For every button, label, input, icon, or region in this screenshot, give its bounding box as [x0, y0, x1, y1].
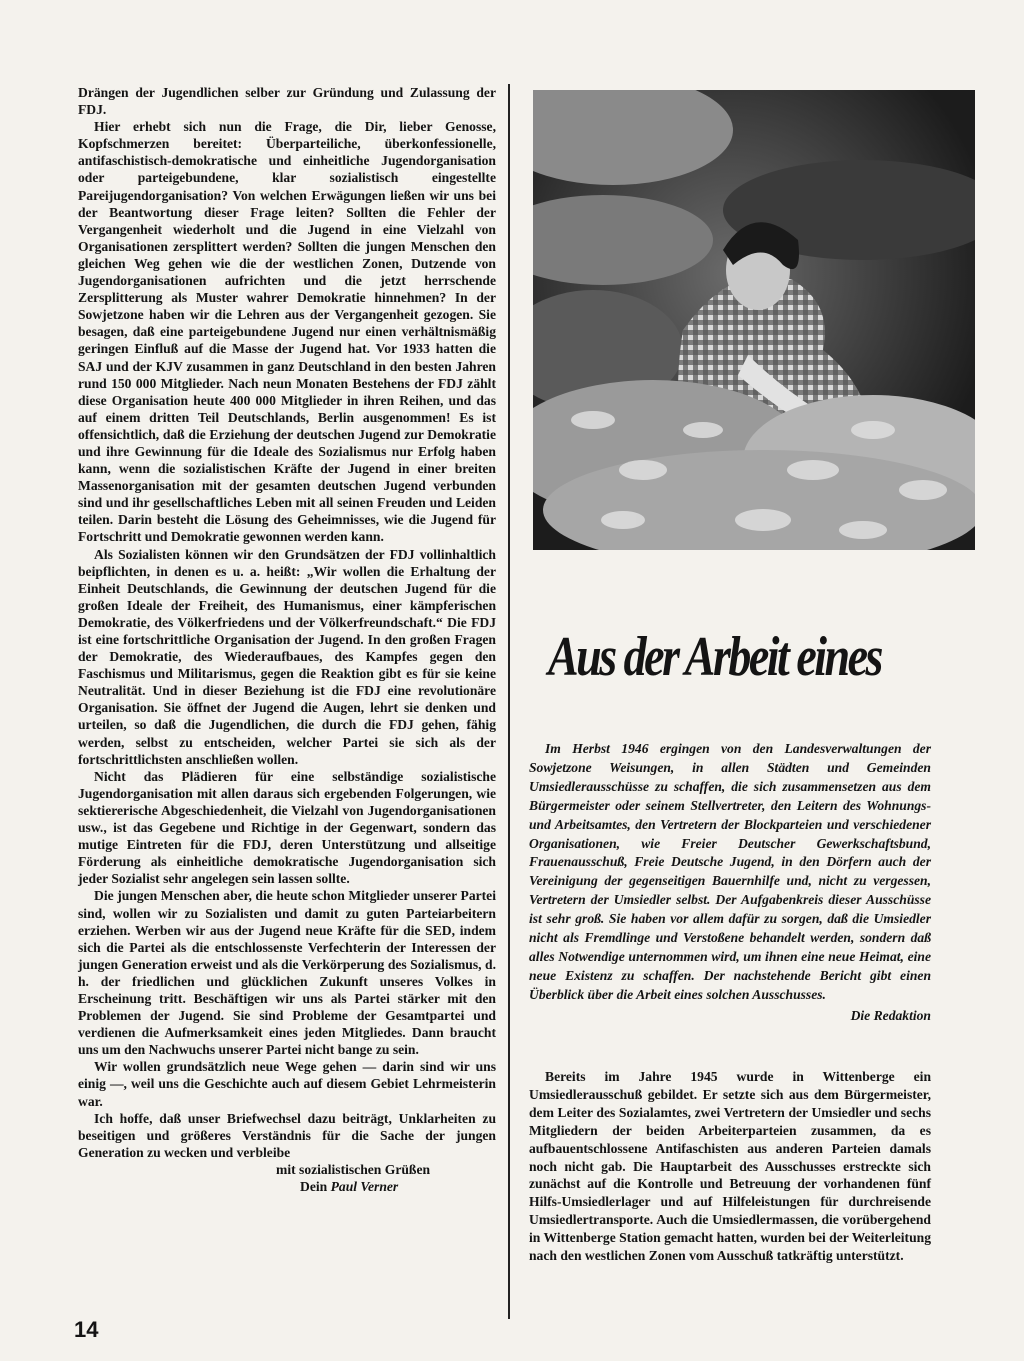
signature-prefix: Dein: [300, 1179, 328, 1194]
editorial-intro: [529, 740, 931, 1026]
paragraph: Die jungen Menschen aber, die heute schon Mitglieder unserer Partei sind, wollen wir zu Sozialisten und damit zu guten Parteiarbeitern erziehen. Werben wir aus der Jugend neue Kräfte für die SED, indem sich die Partei als die entschlossenste Verfechterin der Interessen der jungen Generation erweist und als die Verkörperung des Sozialismus, d. h. der friedlichen und glücklichen Zukunft unseres Volkes in Erscheinung tritt. Beschäftigen wir uns als Partei stärker mit den Problemen der Jugend. Sie sind Probleme der Gesamtpartei und verdienen die Aufmerksamkeit eines jeden Mitgliedes. Dann braucht uns um den Nachwuchs unserer Partei nicht bange zu sein.: [78, 888, 496, 1058]
paragraph: Drängen der Jugendlichen selber zur Gründung und Zulassung der FDJ.: [78, 85, 496, 118]
intro-credit: Die Redaktion: [850, 1007, 931, 1023]
column-divider: [508, 84, 510, 1319]
paragraph: Ich hoffe, daß unser Briefwechsel dazu beiträgt, Unklarheiten zu beseitigen und größeres Verständnis für die Sache der jungen Generation zu wecken und verbleibe: [78, 1110, 496, 1160]
paragraph: Als Sozialisten können wir den Grundsätzen der FDJ vollinhaltlich beipflichten, in denen es u. a. heißt: „Wir wollen die Erhaltung der Einheit Deutschlands, die Gewinnung der deutschen Jugend für die großen Ideale der Freiheit, des Humanismus, einer kämpferischen Demokratie, des Völkerfriedens und der Völkerfreundschaft.“ Die FDJ ist eine fortschrittliche Organisation der Jugend. In den großen Fragen der Demokratie, des Wiederaufbaues, des Kampfes gegen den Faschismus und Militarismus, gegen die Reaktion gibt es für sie keine Neutralität. Und in dieser Beziehung ist die FDJ eine revolutionäre Organisation. Sie öffnet der Jugend die Augen, lehrt sie denken und urteilen, so daß die Jugendlichen, die durch die FDJ gehen, fähig werden, selbst zu entscheiden, welcher Partei sie sich als der fortschrittlichsten anschließen wollen.: [78, 546, 496, 767]
report-paragraph: Bereits im Jahre 1945 wurde in Wittenberge ein Umsiedlerausschuß gebildet. Er setzte sich aus dem Bürgermeister, dem Leiter des Sozialamtes, zwei Vertretern der Umsiedler und sechs Mitgliedern der beiden Arbeiterparteien zusammen, da es aufbauentschlossene Antifaschisten aus anderen Parteien damals noch nicht gab. Die Hauptarbeit des Ausschusses erstreckte sich zunächst auf die Kontrolle und Betreuung der vorhandenen fünf Hilfs-Umsiedlerlager und auf Hilfeleistungen für durchreisende Umsiedlertransporte. Auch die Umsiedlermassen, die vorübergehend in Wittenberge Station gemacht hatten, wurden bei der Weiterleitung nach den westlichen Zonen vom Ausschuß tatkräftig unterstützt.: [529, 1069, 931, 1264]
letter-signature: [78, 1161, 496, 1195]
photo-woman-sorting: [533, 90, 975, 550]
left-column-article: [78, 84, 496, 1195]
signature-line: [78, 1178, 496, 1195]
paragraph: Wir wollen grundsätzlich neue Wege gehen — darin sind wir uns einig —, weil uns die Geschichte auch auf diesem Gebiet Lehrmeisterin war.: [78, 1059, 496, 1109]
closing-line: mit sozialistischen Grüßen: [276, 1161, 431, 1177]
paragraph: Hier erhebt sich nun die Frage, die Dir, lieber Genosse, Kopfschmerzen bereitet: Überparteiliche, überkonfessionelle, antifaschistisch-demokratische und einheitliche Jugendorganisation oder parteigebundene, klar sozialistisch eingestellte Pareijugendorganisation? Von welchen Erwägungen ließen wir uns bei der Beantwortung dieser Frage leiten? Sollten die Fehler der Vergangenheit wiederholt und die Jugend in eine Vielzahl von Organisationen zersplittert werden? Sollten die jungen Menschen den gleichen Weg gehen wie die der westlichen Zonen, Dutzende von Jugendorganisationen aufrichten und die jetzt herrschende Zersplitterung als Muster wahrer Demokratie hinnehmen? In der Sowjetzone haben wir die Lehren aus der Vergangenheit gezogen. Sie besagen, daß eine parteigebundene Jugend nur einen verhältnismäßig geringen Einfluß auf die Masse der Jugend hat. Vor 1933 hatten die SAJ und der KJV zusammen in ganz Deutschland in den besten Jahren rund 150 000 Mitglieder. Nach neun Monaten Bestehens der FDJ zählt diese Organisation heute 400 000 Mitglieder in ihren Reihen, und das auf einem dritten Teil Deutschlands, Berlin ausgenommen! Es ist offensichtlich, daß die Erziehung der deutschen Jugend zur Demokratie und ihre Gewinnung für die Ideale des Sozialismus nur Erfolg haben kann, wenn die sozialistischen Kräfte der Jugend in einer breiten Massenorganisation mit der gesamten deutschen Jugend verbunden sind und ihr gesellschaftliches Leben mit all seinen Freuden und Leiden teilen. Darin besteht die Lösung des Geheimnisses, wie die Jugend für Fortschritt und Demokratie gewonnen werden kann.: [78, 119, 496, 545]
report-body: [529, 1068, 931, 1265]
signature-name: Paul Verner: [330, 1179, 399, 1194]
page-number: 14: [74, 1317, 99, 1342]
article-headline: Aus der Arbeit eines: [548, 624, 881, 688]
intro-text: Im Herbst 1946 ergingen von den Landesverwaltungen der Sowjetzone Weisungen, in allen Städten und Gemeinden Umsiedlerausschüsse zu schaffen, die sich zusammensetzen aus dem Bürgermeister oder seinem Stellvertreter, den Leitern des Wohnungs- und Arbeitsamtes, den Vertretern der Blockparteien und verschiedener Organisationen, wie Freier Deutscher Gewerkschaftsbund, Frauenausschuß, Freie Deutsche Jugend, in den Dörfern auch der Vereinigung der gegenseitigen Bauernhilfe und, nicht zu vergessen, Vertretern der Umsiedler selbst. Der Aufgabenkreis dieser Ausschüsse ist sehr groß. Sie haben vor allem dafür zu sorgen, daß die Umsiedler nicht als Fremdlinge und Verstoßene behandelt werden, sondern daß alles Notwendige unternommen wird, um ihnen eine neue Heimat, eine neue Existenz zu schaffen. Der nachstehende Bericht gibt einen Überblick über die Arbeit eines solchen Ausschusses.: [529, 741, 931, 1002]
paragraph: Nicht das Plädieren für eine selbständige sozialistische Jugendorganisation mit allen daraus sich ergebenden Folgerungen, wie sektiererische Abgeschiedenheit, die Vielzahl von Jugendorganisationen usw., ist das Gegebene und Richtige in der Gegenwart, sondern das mutige Eintreten für die FDJ, deren Unterstützung und allseitige Förderung als einheitliche demokratische Jugendorganisation sich jeder Sozialist sehr angelegen sein lassen sollte.: [78, 768, 496, 887]
